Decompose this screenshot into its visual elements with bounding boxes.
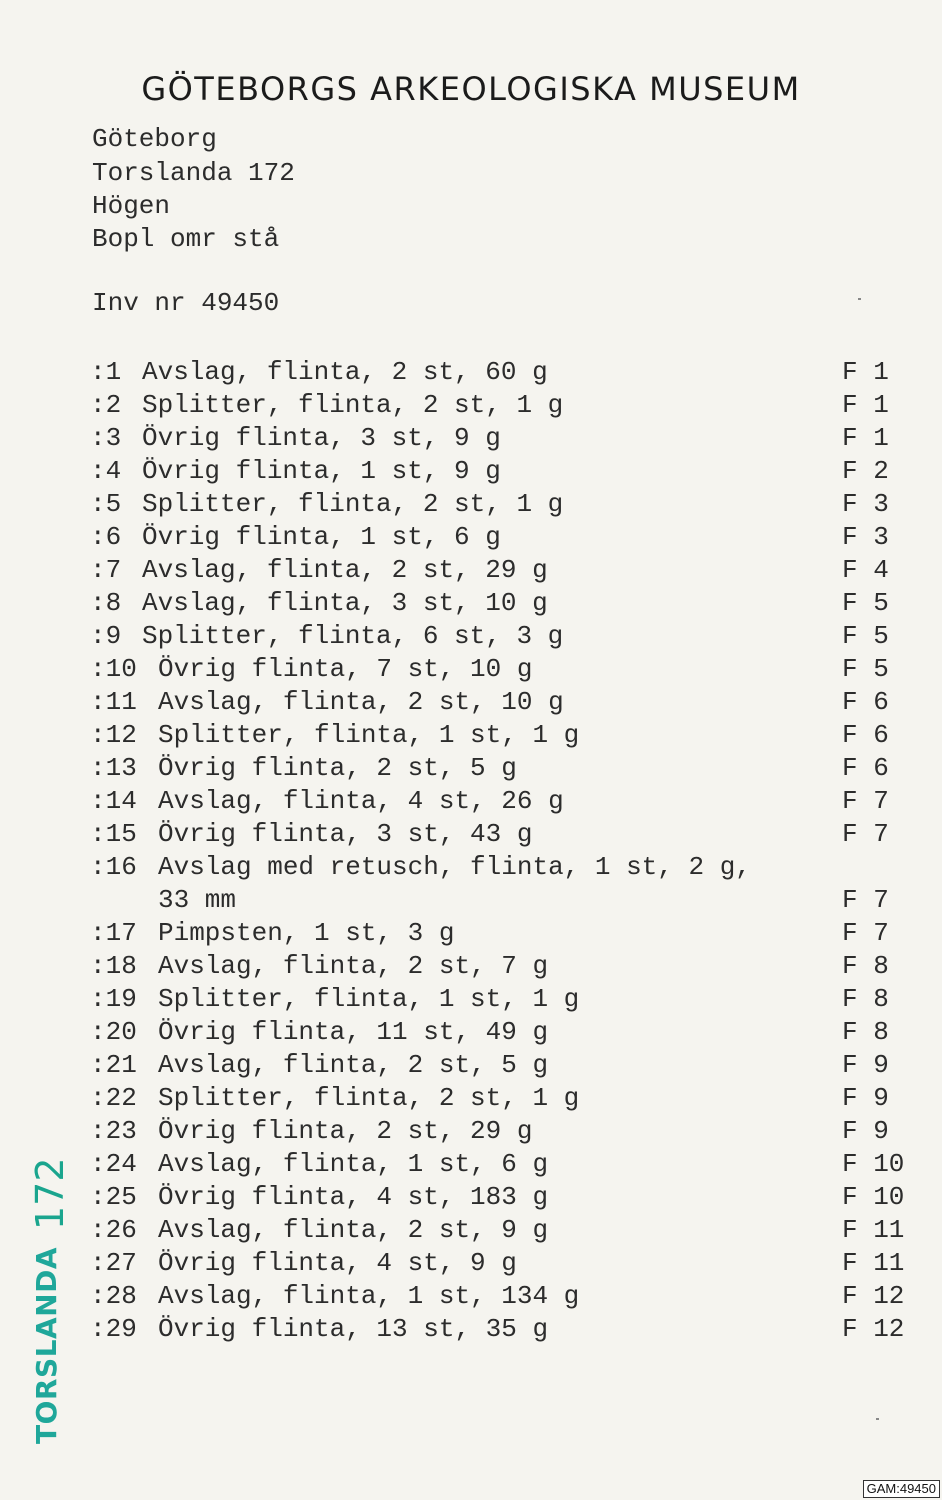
find-number: F 6 (842, 687, 889, 717)
entry-description: Splitter, flinta, 1 st, 1 g (158, 720, 580, 750)
entry-description: Avslag, flinta, 1 st, 6 g (158, 1149, 549, 1179)
entry-description: Övrig flinta, 3 st, 43 g (158, 819, 533, 849)
find-number: F 9 (842, 1116, 889, 1146)
find-number: F 8 (842, 984, 889, 1014)
catalog-id-label: GAM:49450 (863, 1480, 940, 1498)
entry-description: Avslag, flinta, 2 st, 5 g (158, 1050, 549, 1080)
entry-description: Övrig flinta, 1 st, 9 g (142, 456, 501, 486)
find-number: F 7 (842, 918, 889, 948)
entry-description: Avslag, flinta, 4 st, 26 g (158, 786, 564, 816)
entry-description: Övrig flinta, 11 st, 49 g (158, 1017, 549, 1047)
entry-description-continued: 33 mm (158, 885, 237, 915)
entry-number: :19 (90, 984, 137, 1014)
find-number: F 12 (842, 1281, 905, 1311)
find-number: F 5 (842, 654, 889, 684)
entry-number: :28 (90, 1281, 137, 1311)
find-number: F 12 (842, 1314, 905, 1344)
entry-description: Övrig flinta, 13 st, 35 g (158, 1314, 549, 1344)
torslanda-stamp: TORSLANDA (30, 1247, 63, 1444)
entry-description: Avslag, flinta, 2 st, 7 g (158, 951, 549, 981)
location-area: Bopl omr stå (92, 224, 280, 254)
find-number: F 3 (842, 489, 889, 519)
entry-description: Avslag, flinta, 2 st, 10 g (158, 687, 564, 717)
entry-number: :23 (90, 1116, 137, 1146)
inventory-number: Inv nr 49450 (92, 288, 280, 318)
find-number: F 5 (842, 588, 889, 618)
entry-description: Övrig flinta, 4 st, 183 g (158, 1182, 549, 1212)
find-number: F 3 (842, 522, 889, 552)
find-number: F 10 (842, 1182, 905, 1212)
entry-description: Övrig flinta, 4 st, 9 g (158, 1248, 517, 1278)
entry-number: :15 (90, 819, 137, 849)
entry-description: Övrig flinta, 2 st, 5 g (158, 753, 517, 783)
location-city: Göteborg (92, 124, 217, 154)
entry-description: Avslag, flinta, 2 st, 60 g (142, 357, 548, 387)
entry-number: :3 (90, 423, 122, 453)
find-number: F 6 (842, 720, 889, 750)
entry-number: :21 (90, 1050, 137, 1080)
find-number: F 8 (842, 1017, 889, 1047)
find-number: F 10 (842, 1149, 905, 1179)
find-number: F 1 (842, 390, 889, 420)
find-number: F 6 (842, 753, 889, 783)
entry-number: :25 (90, 1182, 137, 1212)
find-number: F 7 (842, 819, 889, 849)
entry-description: Avslag med retusch, flinta, 1 st, 2 g, (158, 852, 751, 882)
entry-number: :12 (90, 720, 137, 750)
entry-description: Pimpsten, 1 st, 3 g (158, 918, 455, 948)
entry-number: :4 (90, 456, 122, 486)
entry-description: Övrig flinta, 1 st, 6 g (142, 522, 501, 552)
entry-number: :8 (90, 588, 122, 618)
handwritten-site-number: 172 (28, 1157, 72, 1230)
entry-number: :26 (90, 1215, 137, 1245)
entry-number: :29 (90, 1314, 137, 1344)
find-number: F 11 (842, 1215, 905, 1245)
entry-number: :18 (90, 951, 137, 981)
entry-number: :24 (90, 1149, 137, 1179)
entry-description: Avslag, flinta, 2 st, 9 g (158, 1215, 549, 1245)
entry-number: :17 (90, 918, 137, 948)
find-number: F 9 (842, 1083, 889, 1113)
entry-description: Övrig flinta, 2 st, 29 g (158, 1116, 533, 1146)
museum-heading: GÖTEBORGS ARKEOLOGISKA MUSEUM (141, 70, 801, 108)
entry-description: Avslag, flinta, 2 st, 29 g (142, 555, 548, 585)
entry-number: :13 (90, 753, 137, 783)
find-number: F 4 (842, 555, 889, 585)
entry-description: Splitter, flinta, 2 st, 1 g (142, 489, 564, 519)
find-number: F 11 (842, 1248, 905, 1278)
entry-number: :14 (90, 786, 137, 816)
find-number: F 1 (842, 357, 889, 387)
entry-description: Övrig flinta, 7 st, 10 g (158, 654, 533, 684)
entry-number: :22 (90, 1083, 137, 1113)
entry-number: :20 (90, 1017, 137, 1047)
find-number: F 1 (842, 423, 889, 453)
entry-description: Avslag, flinta, 1 st, 134 g (158, 1281, 580, 1311)
entry-description: Splitter, flinta, 2 st, 1 g (158, 1083, 580, 1113)
location-place: Högen (92, 191, 171, 221)
entry-description: Splitter, flinta, 6 st, 3 g (142, 621, 564, 651)
entry-description: Avslag, flinta, 3 st, 10 g (142, 588, 548, 618)
find-number: F 9 (842, 1050, 889, 1080)
entry-number: :10 (90, 654, 137, 684)
paper-speck (858, 298, 861, 300)
entry-description: Splitter, flinta, 1 st, 1 g (158, 984, 580, 1014)
find-number: F 5 (842, 621, 889, 651)
entry-number: :2 (90, 390, 122, 420)
entry-number: :16 (90, 852, 137, 882)
paper-speck (876, 1418, 879, 1420)
find-number: F 7 (842, 885, 889, 915)
find-number: F 2 (842, 456, 889, 486)
entry-number: :7 (90, 555, 122, 585)
entry-number: :11 (90, 687, 137, 717)
entry-description: Splitter, flinta, 2 st, 1 g (142, 390, 564, 420)
entry-description: Övrig flinta, 3 st, 9 g (142, 423, 501, 453)
find-number: F 8 (842, 951, 889, 981)
location-site: Torslanda 172 (92, 158, 295, 188)
entry-number: :9 (90, 621, 122, 651)
find-number: F 7 (842, 786, 889, 816)
entry-number: :6 (90, 522, 122, 552)
entry-number: :1 (90, 357, 122, 387)
entry-number: :5 (90, 489, 122, 519)
entry-number: :27 (90, 1248, 137, 1278)
